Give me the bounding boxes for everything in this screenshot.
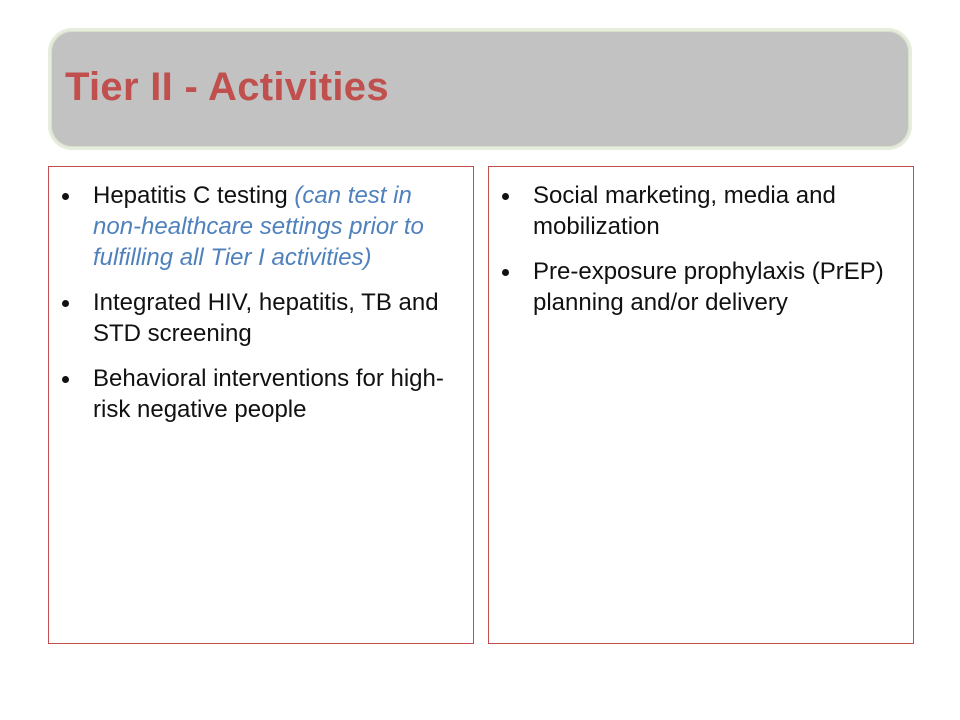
right-bullet-list [489,167,913,318]
item-text: Hepatitis C testing [93,182,295,209]
item-note: (can test in non-healthcare settings prior to fulfilling all Tier I activities) [93,182,424,271]
list-item-prep [533,256,901,318]
bullet-icon [62,300,69,307]
item-text: Integrated HIV, hepatitis, TB and STD screening [93,289,439,347]
bullet-icon [502,193,509,200]
left-bullet-list [49,167,473,425]
bullet-icon [62,193,69,200]
title-banner [48,28,912,150]
right-activities-panel [488,166,914,644]
item-text: Social marketing, media and mobilization [533,182,836,240]
list-item-social-marketing [533,180,901,242]
left-activities-panel [48,166,474,644]
slide-title: Tier II - Activities [65,65,389,109]
item-text: Pre-exposure prophylaxis (PrEP) planning and/or delivery [533,258,884,316]
list-item-integrated-screening [93,287,461,349]
bullet-icon [62,376,69,383]
list-item-hepatitis-c-testing [93,180,461,273]
list-item-behavioral-interventions [93,363,461,425]
bullet-icon [502,269,509,276]
item-text: Behavioral interventions for high-risk negative people [93,365,444,423]
